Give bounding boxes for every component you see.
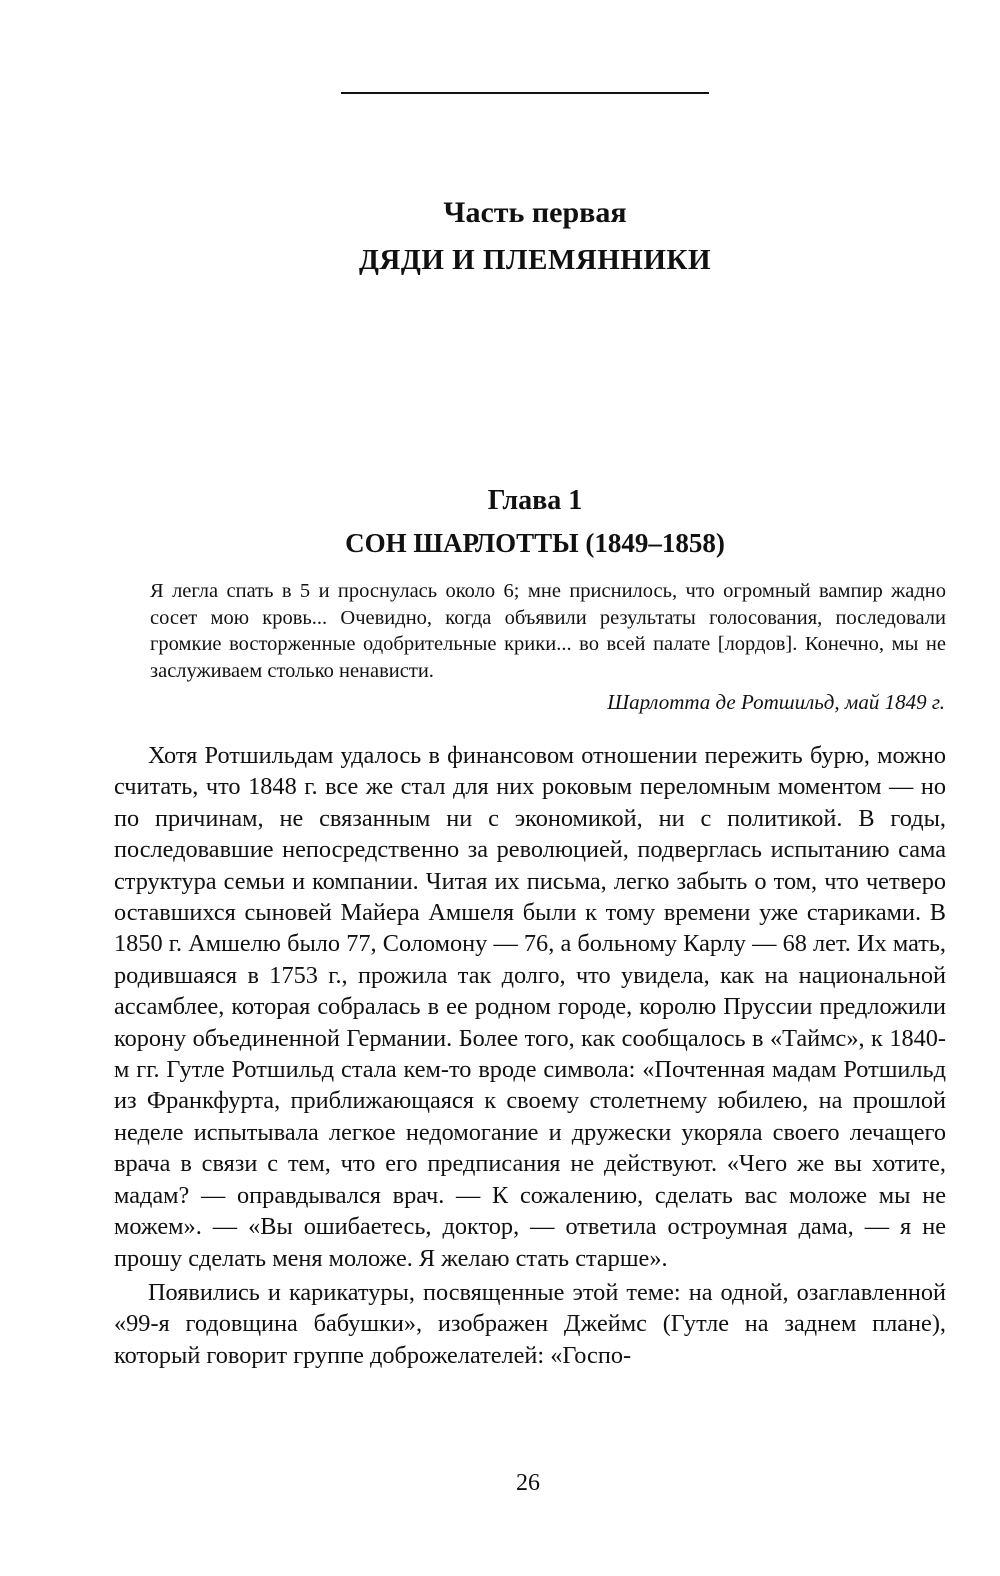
page-number: 26 xyxy=(516,1470,540,1496)
body-paragraph-2: Появились и карикатуры, посвященные этой теме: на одной, озаглавленной «99-я годовщина бабушки», изображен Джеймс (Гутле на заднем плане), который говорит группе доброжелателей: «Госпо- xyxy=(114,1278,946,1369)
body-text xyxy=(114,740,946,1371)
top-rule-divider xyxy=(341,92,709,94)
part-title: ДЯДИ И ПЛЕМЯННИКИ xyxy=(358,244,712,276)
chapter-label: Глава 1 xyxy=(487,485,583,516)
epigraph-text: Я легла спать в 5 и проснулась около 6; мне приснилось, что огромный вампир жадно сосет мою кровь... Очевидно, когда объявили результаты голосования, последовали громкие восторженные одобрительные крики... во всей палате [лордов]. Конечно, мы не заслуживаем столько ненависти. xyxy=(150,580,946,682)
body-paragraph-1: Хотя Ротшильдам удалось в финансовом отношении пережить бурю, можно считать, что 1848 г. все же стал для них роковым переломным моментом — но по причинам, не связанным ни с экономикой, ни с политикой. В годы, последовавшие непосредственно за революцией, подверглась испытанию сама структура семьи и компании. Читая их письма, легко забыть о том, что четверо оставшихся сыновей Майера Амшеля были к тому времени уже стариками. В 1850 г. Амшелю было 77, Соломону — 76, а больному Карлу — 68 лет. Их мать, родившаяся в 1753 г., прожила так долго, что увидела, как на национальной ассамблее, которая собралась в ее родном городе, королю Пруссии предложили корону объединенной Германии. Более того, как сообщалось в «Таймс», к 1840-м гг. Гутле Ротшильд стала кем-то вроде символа: «Почтенная мадам Ротшильд из Франкфурта, приближающаяся к своему столетнему юбилею, на прошлой неделе испытывала легкое недомогание и дружески укоряла своего лечащего врача в связи с тем, что его предписания не действуют. «Чего же вы хотите, мадам? — оправдывался врач. — К сожалению, сделать вас моложе мы не можем». — «Вы ошибаетесь, доктор, — ответила остроумная дама, — я не прошу сделать меня моложе. Я желаю стать старше». xyxy=(114,742,946,1272)
epigraph-attribution: Шарлотта де Ротшильд, май 1849 г. xyxy=(607,690,945,714)
epigraph xyxy=(150,578,946,684)
part-label: Часть первая xyxy=(443,196,627,229)
chapter-title: СОН ШАРЛОТТЫ (1849–1858) xyxy=(345,528,725,558)
